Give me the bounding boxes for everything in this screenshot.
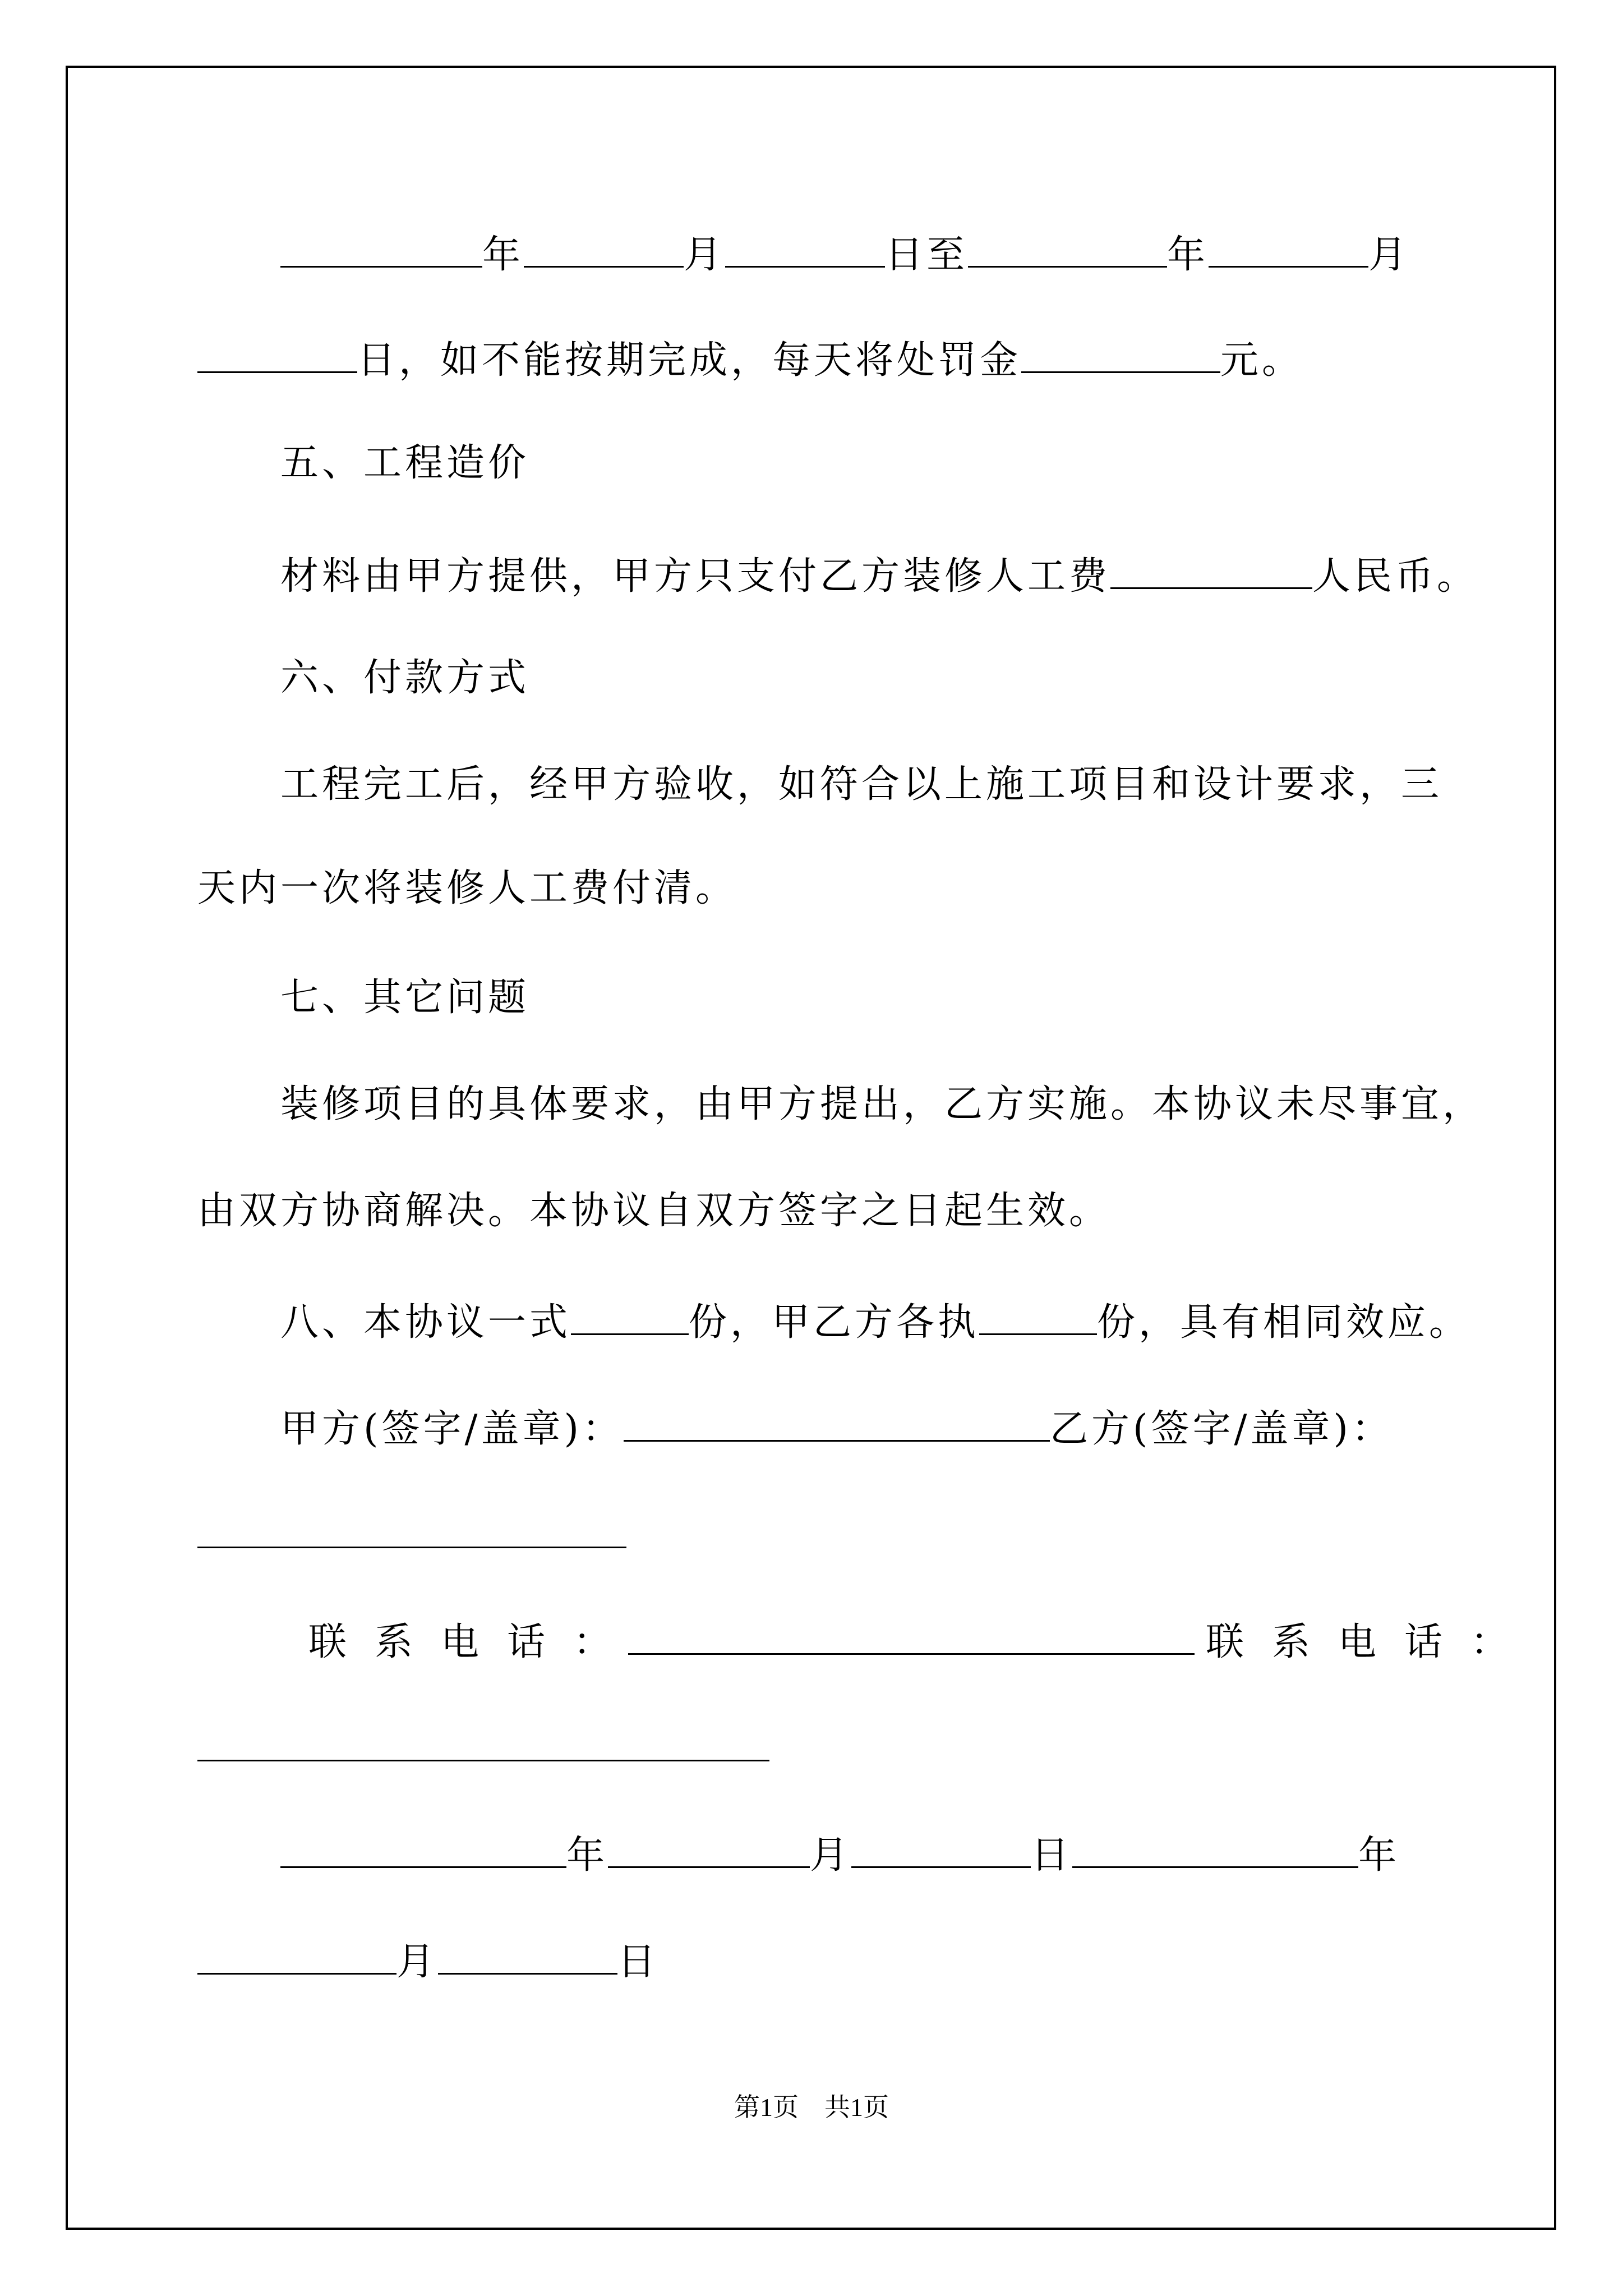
section-7-text-2: 由双方协商解决。本协议自双方签字之日起生效。 [197, 1189, 1111, 1233]
labor-fee-text: 材料由甲方提供，甲方只支付乙方装修人工费 [280, 554, 1111, 599]
copies-text: 八、本协议一式 [280, 1300, 571, 1345]
sign-year-label-b: 年 [1358, 1833, 1400, 1878]
signature-line [280, 1405, 1393, 1451]
blank-sign-month-b[interactable] [197, 1938, 396, 1975]
party-b-sign-line [197, 1512, 626, 1555]
section-6-heading: 六、付款方式 [280, 656, 530, 700]
sign-day-label-b: 日 [617, 1940, 660, 1984]
section-8-text [280, 1299, 1471, 1345]
party-a-phone-field[interactable] [628, 1618, 1195, 1655]
blank-sign-day-b[interactable] [438, 1938, 617, 1975]
blank-year-start[interactable] [280, 231, 482, 268]
month-label-end: 月 [1368, 233, 1410, 277]
section-6-text-1: 工程完工后，经甲方验收，如符合以上施工项目和设计要求，三 [280, 762, 1443, 807]
party-a-phone-label: 联系电话： [308, 1620, 640, 1664]
yuan-label: 元。 [1220, 338, 1304, 383]
date-range-line-1 [280, 231, 1410, 277]
blank-sign-month-a[interactable] [608, 1832, 810, 1868]
sign-month-label-b: 月 [396, 1940, 439, 1984]
blank-labor-fee[interactable] [1110, 553, 1312, 589]
blank-day-start[interactable] [725, 231, 885, 268]
year-label: 年 [482, 233, 524, 277]
page-border [66, 66, 1556, 2230]
blank-day-end[interactable] [197, 337, 357, 373]
penalty-line [197, 337, 1304, 383]
blank-copies-each[interactable] [979, 1299, 1097, 1335]
page-number-footer: 第1页 共1页 [734, 2093, 889, 2122]
sign-year-label-a: 年 [566, 1833, 608, 1878]
party-b-phone-line [197, 1725, 769, 1768]
blank-month-end[interactable] [1209, 231, 1368, 268]
sign-date-line-2 [197, 1938, 660, 1984]
blank-sign-day-a[interactable] [851, 1832, 1031, 1868]
party-b-sign-field[interactable] [197, 1512, 626, 1548]
day-to-label: 日至 [885, 233, 969, 277]
party-b-phone-label: 联系电话： [1206, 1620, 1537, 1664]
month-label: 月 [684, 233, 726, 277]
section-5-text [280, 553, 1479, 599]
phone-line [308, 1618, 1537, 1662]
penalty-text: 日，如不能按期完成，每天将处罚金 [357, 338, 1022, 383]
sign-month-label-a: 月 [810, 1833, 852, 1878]
blank-year-end[interactable] [968, 231, 1167, 268]
section-6-text-2: 天内一次将装修人工费付清。 [197, 866, 737, 910]
section-7-text-1: 装修项目的具体要求，由甲方提出，乙方实施。本协议未尽事宜， [280, 1082, 1484, 1126]
section-5-heading: 五、工程造价 [280, 441, 530, 485]
party-a-sign-field[interactable] [624, 1405, 1050, 1442]
blank-month-start[interactable] [524, 231, 684, 268]
same-effect-text: 份，具有相同效应。 [1097, 1300, 1471, 1345]
sign-date-line-1 [280, 1832, 1400, 1878]
blank-sign-year-a[interactable] [280, 1832, 566, 1868]
blank-sign-year-b[interactable] [1072, 1832, 1358, 1868]
sign-day-label-a: 日 [1031, 1833, 1073, 1878]
rmb-label: 人民币。 [1312, 554, 1479, 599]
blank-penalty-amount[interactable] [1021, 337, 1220, 373]
party-a-sign-label: 甲方(签字/盖章)： [280, 1407, 624, 1451]
each-holds-text: 份，甲乙方各执 [689, 1300, 980, 1345]
party-b-sign-label: 乙方(签字/盖章)： [1049, 1407, 1393, 1451]
section-7-heading: 七、其它问题 [280, 976, 530, 1020]
year-label-end: 年 [1167, 233, 1209, 277]
blank-copies-total[interactable] [571, 1299, 689, 1335]
party-b-phone-field[interactable] [197, 1725, 769, 1761]
